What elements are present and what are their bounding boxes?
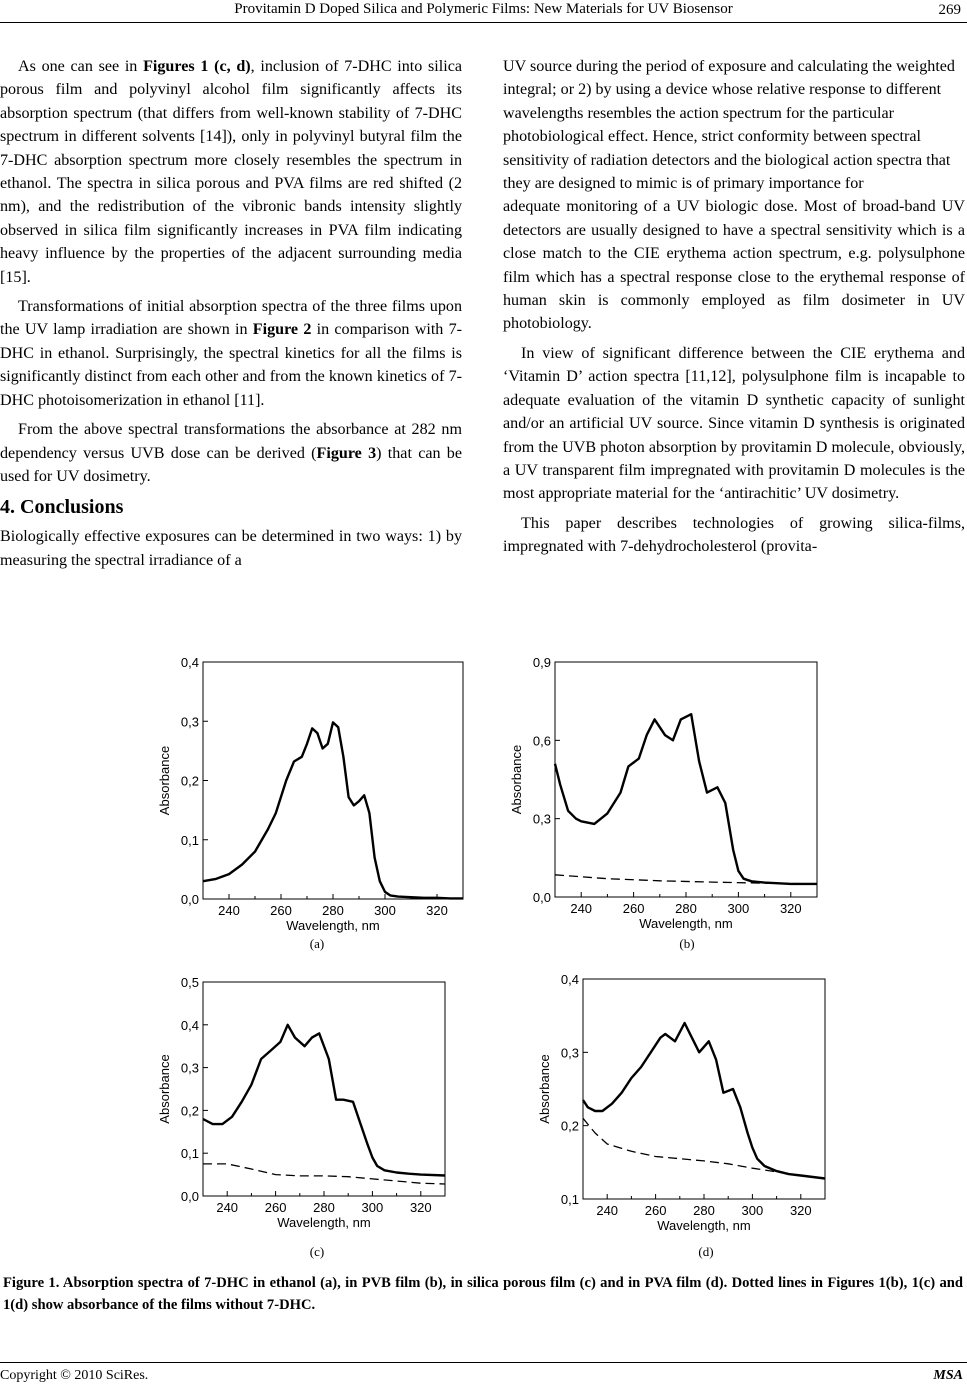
y-tick-label: 0,9 (532, 655, 551, 670)
y-axis-label: Absorbance (509, 744, 524, 815)
footer-rule (0, 1362, 967, 1363)
x-tick-label: 320 (789, 1203, 812, 1218)
x-tick-label: 300 (361, 1200, 384, 1215)
y-tick-label: 0,2 (180, 773, 199, 789)
panel-label-c: (c) (309, 1244, 325, 1259)
x-tick-label: 260 (644, 1203, 667, 1218)
absorbance-line (555, 714, 817, 884)
x-axis-label: Wavelength, nm (657, 1218, 751, 1233)
x-tick-label: 320 (409, 1200, 432, 1215)
y-tick-label: 0,2 (180, 1103, 199, 1119)
x-tick-label: 320 (779, 901, 802, 916)
x-tick-label: 260 (622, 901, 645, 916)
y-tick-label: 0,0 (180, 892, 199, 907)
x-tick-label: 240 (218, 903, 240, 918)
plot-frame (583, 979, 825, 1199)
x-tick-label: 260 (264, 1200, 287, 1215)
y-tick-label: 0,3 (560, 1045, 579, 1061)
x-tick-label: 280 (675, 901, 697, 916)
running-title: Provitamin D Doped Silica and Polymeric Films: New Materials for UV Biosensor (234, 1, 733, 17)
paragraph: adequate monitoring of a UV biologic dose. Most of broad-band UV detectors are usually designed to have a spectral sensitivity which is a close match to the CIE erythema action spectrum, e.g. polysulphone film which has a spectral response close to the erythemal response of human skin is commonly employed as film dosimeter in UV photobiology. (503, 198, 965, 333)
x-tick-label: 320 (426, 903, 448, 918)
absorbance-line (203, 1025, 445, 1176)
paragraph: As one can see in Figures 1 (c, d), inclusion of 7-DHC into silica porous film and polyvinyl alcohol film significantly affects its absorption spectrum (that differs from well-known stability of 7-DHC spectrum in different solvents [14]), only in polyvinyl butyral film the 7-DHC absorption spectrum more closely resembles the spectrum in ethanol. The spectra in silica porous and PVA films are red shifted (2 nm), and the redistribution of the vibronic bands intensity slightly observed in silica film significantly increases in PVA film indicating heavy influence by the properties of the adjacent surrounding media [15]. (0, 58, 463, 286)
x-tick-label: 280 (313, 1200, 335, 1215)
right-column (503, 55, 965, 565)
journal-name: MSA (933, 1368, 963, 1383)
section-heading: 4. Conclusions (0, 496, 124, 519)
paragraph: From the above spectral transformations the absorbance at 282 nm dependency versus UVB dose can be derived (Figure 3) that can be used for UV dosimetry. (0, 421, 462, 485)
panel-label-a: (a) (309, 936, 325, 951)
absorbance-line (583, 1023, 825, 1179)
baseline-dashed-line (583, 1118, 825, 1178)
paragraph: Biologically effective exposures can be determined in two ways: 1) by measuring the spectral irradiance of a (0, 528, 462, 569)
page-number: 269 (938, 2, 961, 18)
y-tick-label: 0,1 (180, 1146, 199, 1162)
x-tick-label: 300 (741, 1203, 764, 1218)
page-header (0, 0, 967, 24)
y-tick-label: 0,2 (560, 1118, 579, 1134)
paragraph: This paper describes technologies of growing silica-films, impregnated with 7-dehydrocholesterol (provita- (503, 514, 965, 556)
x-tick-label: 300 (727, 901, 750, 916)
y-tick-label: 0,0 (532, 890, 551, 905)
x-tick-label: 280 (322, 903, 344, 918)
x-axis-label: Wavelength, nm (639, 916, 733, 931)
figure-ref: Figures 1 (c, d) (143, 58, 251, 75)
panel-label-b: (b) (679, 936, 695, 951)
plot-frame (555, 662, 817, 897)
y-tick-label: 0,5 (180, 975, 199, 990)
y-tick-label: 0,1 (560, 1192, 579, 1207)
y-tick-label: 0,4 (560, 972, 579, 987)
y-tick-label: 0,3 (180, 1060, 199, 1076)
x-tick-label: 240 (216, 1200, 239, 1215)
y-axis-label: Absorbance (157, 1054, 172, 1124)
y-tick-label: 0,6 (532, 733, 551, 749)
chart-panel-c (140, 972, 465, 1242)
x-axis-label: Wavelength, nm (277, 1215, 371, 1230)
y-tick-label: 0,3 (180, 714, 199, 730)
x-axis-label: Wavelength, nm (286, 918, 380, 933)
plot-frame (203, 982, 445, 1196)
chart-panel-d (520, 968, 835, 1242)
x-tick-label: 240 (596, 1203, 619, 1218)
y-tick-label: 0,0 (180, 1189, 199, 1204)
absorbance-line (203, 722, 463, 898)
paragraph: Transformations of initial absorption spectra of the three films upon the UV lamp irradiation are shown in Figure 2 in comparison with 7-DHC in ethanol. Surprisingly, the spectral kinetics for all the films is significantly distinct from each other and from the known kinetics of 7-DHC photoisomerization in ethanol [11]. (0, 298, 462, 409)
y-tick-label: 0,4 (180, 1017, 199, 1033)
figure-ref: Figure 2 (252, 321, 312, 339)
y-axis-label: Absorbance (157, 745, 172, 816)
figure-caption: Figure 1. Absorption spectra of 7-DHC in ethanol (a), in PVB film (b), in silica porous film (c) and in PVA film (d). Dotted lines in Figures 1(b), 1(c) and 1(d) show absorbance of the films without 7-DHC. (3, 1275, 963, 1313)
y-tick-label: 0,4 (180, 655, 199, 670)
x-tick-label: 240 (570, 901, 593, 916)
left-column (0, 55, 462, 578)
y-axis-label: Absorbance (537, 1054, 552, 1124)
paragraph: In view of significant difference between the CIE erythema and ‘Vitamin D’ action spectra [11,12], polysulphone film is incapable to adequate evaluation of the vitamin D synthetic capacity of sunlight and/or an artificial UV source. Since vitamin D synthesis is originated from the UVB photon absorption by provitamin D molecule, obviously, a UV transparent film impregnated with provitamin D molecules is the most appropriate material for the ‘antirachitic’ UV dosimetry. (503, 344, 965, 503)
y-tick-label: 0,3 (532, 811, 551, 827)
x-tick-label: 300 (374, 903, 396, 918)
chart-panel-b (509, 652, 830, 937)
paragraph: UV source during the period of exposure and calculating the weighted integral; or 2) by using a device whose relative response to different wavelengths resembles the action spectrum for the particular photobiological effect. Hence, strict conformity between spectral sensitivity of radiation detectors and the biological action spectra that they are designed to mimic is of primary importance for (503, 58, 955, 193)
figure-ref: Figure 3 (316, 444, 377, 462)
x-tick-label: 280 (693, 1203, 715, 1218)
x-tick-label: 260 (270, 903, 292, 918)
chart-panel-a (140, 652, 465, 937)
header-rule (0, 22, 967, 23)
copyright: Copyright © 2010 SciRes. (0, 1368, 149, 1383)
panel-label-d: (d) (698, 1244, 714, 1259)
y-tick-label: 0,1 (180, 832, 199, 848)
